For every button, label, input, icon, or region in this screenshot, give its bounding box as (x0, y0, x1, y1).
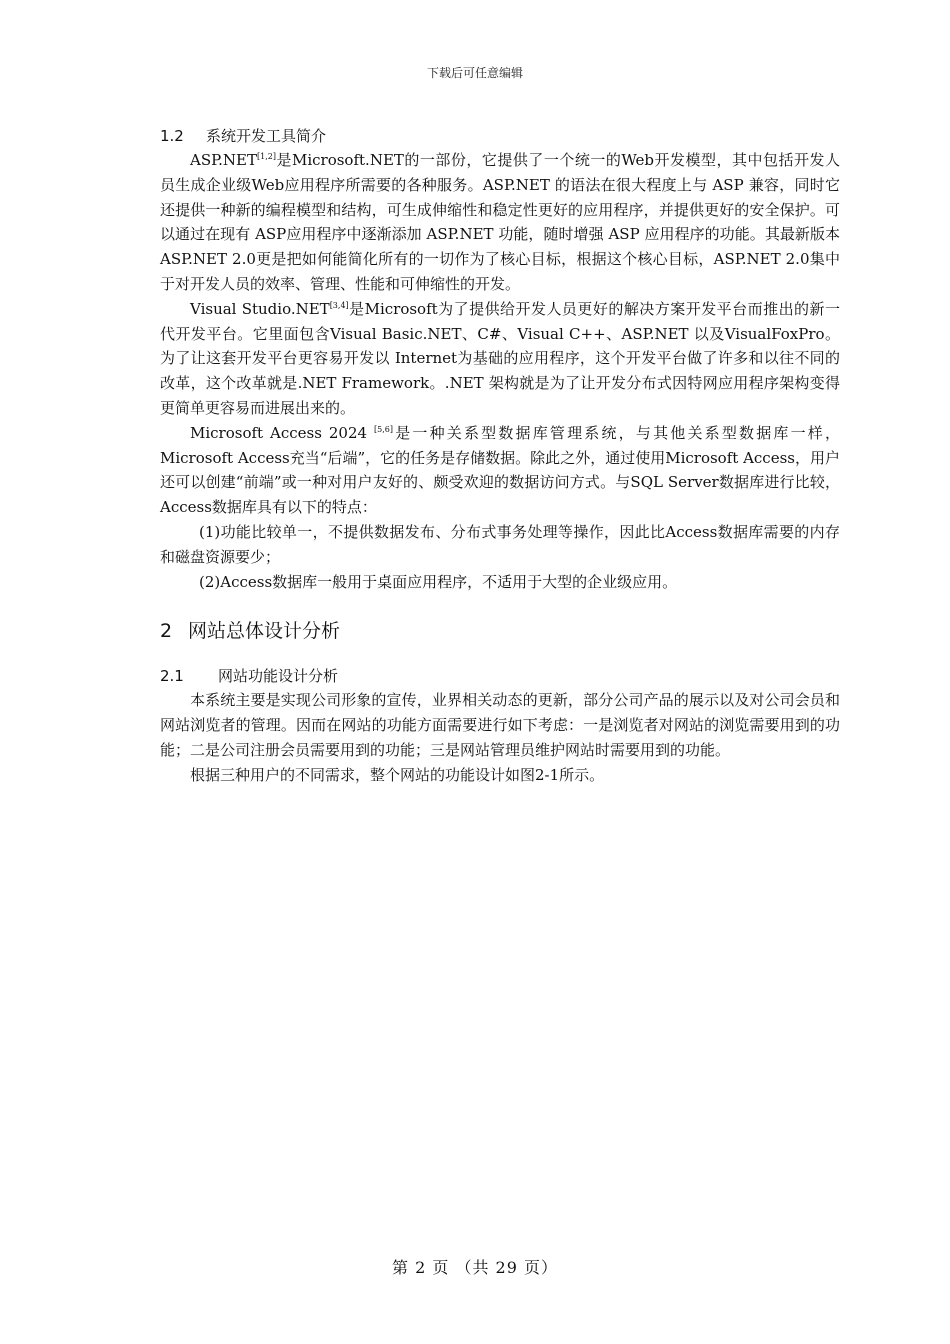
section-title: 网站功能设计分析 (218, 667, 339, 686)
section-number: 2 (160, 620, 173, 643)
list-item: (1)功能比较单一，不提供数据发布、分布式事务处理等操作，因此比Access数据库需要的内存和磁盘资源要少； (160, 522, 840, 566)
section-1-2-heading (160, 124, 840, 148)
paragraph-aspnet: ASP.NET[1,2]是Microsoft.NET的一部份，它提供了一个统一的Web开发模型，其中包括开发人员生成企业级Web应用程序所需要的各种服务。ASP.NET 的语法在很大程度上与 ASP 兼容，同时它还提供一种新的编程模型和结构，可生成伸缩性和稳定性更好的应用程序，并提供更好的安全保护。可以通过在现有 ASP应用程序中逐渐添加 ASP.NET 功能，随时增强 ASP 应用程序的功能。其最新版本ASP.NET 2.0更是把如何能简化所有的一切作为了核心目标，根据这个核心目标，ASP.NET 2.0集中于对开发人员的效率、管理、性能和可伸缩性的开发。 (160, 151, 840, 293)
section-number: 2.1 (160, 667, 184, 686)
document-body (160, 124, 840, 788)
paragraph-figure-reference: 根据三种用户的不同需求，整个网站的功能设计如图2-1所示。 (190, 765, 605, 784)
section-2-1-heading (160, 664, 840, 688)
section-title: 网站总体设计分析 (188, 620, 341, 643)
section-number: 1.2 (160, 127, 184, 145)
page-header: 下载后可任意编辑 (426, 66, 523, 80)
citation: [5,6] (374, 424, 393, 434)
paragraph-visual-studio: Visual Studio.NET[3,4]是Microsoft为了提供给开发人员更好的解决方案开发平台而推出的新一代开发平台。它里面包含Visual Basic.NET、C#、Visual C++、ASP.NET 以及VisualFoxPro。为了让这套开发平台更容易开发以 Internet为基础的应用程序，这个开发平台做了许多和以往不同的改革，这个改革就是.NET Framework。.NET 架构就是为了让开发分布式因特网应用程序架构变得更简单更容易而进展出来的。 (160, 299, 840, 417)
page-footer: 第 2 页 （共 29 页） (392, 1258, 558, 1277)
paragraph-function-design: 本系统主要是实现公司形象的宣传，业界相关动态的更新，部分公司产品的展示以及对公司会员和网站浏览者的管理。因而在网站的功能方面需要进行如下考虑：一是浏览者对网站的浏览需要用到的功能；二是公司注册会员需要用到的功能；三是网站管理员维护网站时需要用到的功能。 (160, 691, 840, 759)
citation: [1,2] (257, 152, 276, 161)
paragraph-access: Microsoft Access 2024 [5,6]是一种关系型数据库管理系统，与其他关系型数据库一样，Microsoft Access充当“后端”，它的任务是存储数据。除此之外，通过使用Microsoft Access，用户还可以创建“前端”或一种对用户友好的、颇受欢迎的数据访问方式。与SQL Server数据库进行比较，Access数据库具有以下的特点： (160, 423, 840, 517)
section-title: 系统开发工具简介 (206, 127, 327, 145)
section-2-heading (160, 618, 840, 644)
citation: [3,4] (329, 300, 349, 310)
list-item: (2)Access数据库一般用于桌面应用程序，不适用于大型的企业级应用。 (199, 572, 678, 591)
